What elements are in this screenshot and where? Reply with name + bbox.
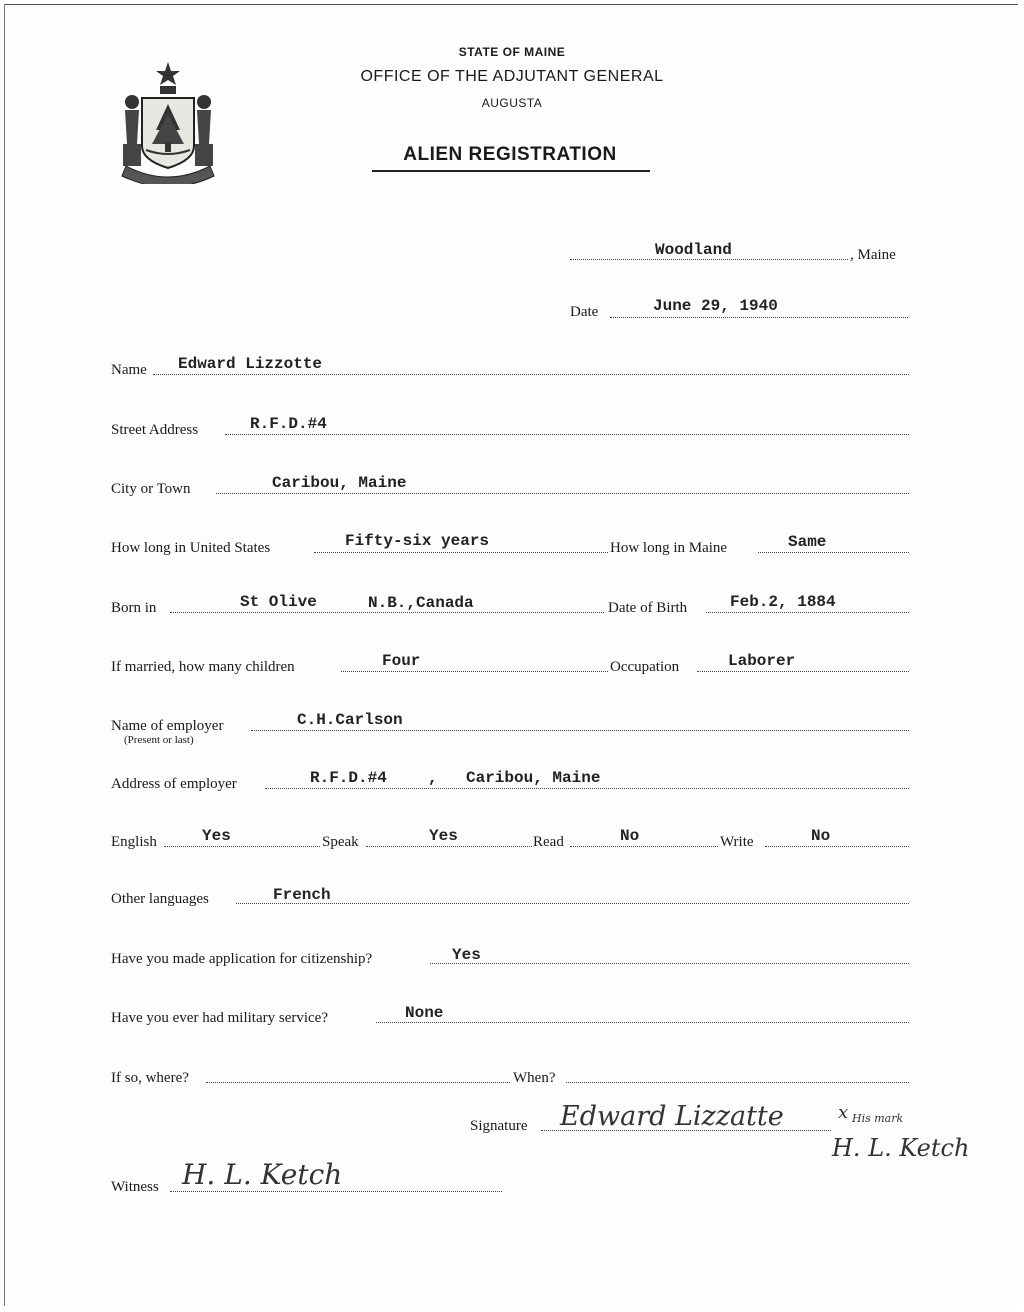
signature-value: Edward Lizzatte (560, 1101, 784, 1132)
dob-value: Feb.2, 1884 (730, 593, 836, 611)
read-value: No (620, 827, 640, 845)
maine-residence-label: How long in Maine (610, 540, 728, 556)
page-title: ALIEN REGISTRATION (403, 144, 617, 165)
when-label: When? (513, 1070, 556, 1086)
occupation-value: Laborer (728, 652, 796, 670)
form-sheet (4, 4, 1018, 1306)
employer-address-rfd: R.F.D.#4 (310, 769, 387, 787)
other-languages-label: Other languages (111, 891, 209, 907)
english-label: English (111, 834, 157, 850)
us-residence-value: Fifty-six years (345, 532, 490, 550)
speak-value: Yes (429, 827, 458, 845)
english-value: Yes (202, 827, 231, 845)
speak-label: Speak (322, 834, 359, 850)
employer-address-sep: , (428, 769, 438, 787)
employer-label: Name of employer (111, 718, 224, 734)
military-label: Have you ever had military service? (111, 1010, 328, 1026)
employer-address-city: Caribou, Maine (466, 769, 601, 787)
signature-mark: x (838, 1102, 849, 1123)
military-value: None (405, 1004, 444, 1022)
born-in-label: Born in (111, 600, 157, 616)
signature-mark-note: His mark (852, 1112, 904, 1125)
where-label: If so, where? (111, 1070, 189, 1086)
employer-sublabel: (Present or last) (124, 734, 194, 746)
employer-value: C.H.Carlson (297, 711, 403, 729)
witness-value: H. L. Ketch (182, 1158, 343, 1191)
city-label: City or Town (111, 481, 191, 497)
maine-residence-value: Same (788, 533, 827, 551)
dob-label: Date of Birth (608, 600, 688, 616)
read-label: Read (533, 834, 564, 850)
birthplace-town-value: St Olive (240, 593, 317, 611)
children-label: If married, how many children (111, 659, 295, 675)
place-suffix: , Maine (850, 247, 896, 263)
us-residence-label: How long in United States (111, 540, 271, 556)
date-value: June 29, 1940 (653, 297, 778, 315)
signature-label: Signature (470, 1118, 528, 1134)
other-languages-value: French (273, 886, 331, 904)
occupation-label: Occupation (610, 659, 680, 675)
name-value: Edward Lizzotte (178, 355, 323, 373)
place-value: Woodland (655, 241, 732, 259)
birthplace-province-value: N.B.,Canada (368, 594, 474, 612)
street-address-value: R.F.D.#4 (250, 415, 327, 433)
date-label: Date (570, 304, 599, 320)
write-value: No (811, 827, 831, 845)
children-value: Four (382, 652, 421, 670)
write-label: Write (720, 834, 754, 850)
employer-address-label: Address of employer (111, 776, 237, 792)
office-heading: OFFICE OF THE ADJUTANT GENERAL (360, 68, 664, 85)
citizenship-label: Have you made application for citizenship? (111, 951, 373, 967)
street-address-label: Street Address (111, 422, 199, 438)
title-underline (372, 170, 650, 172)
witness-label: Witness (111, 1179, 159, 1195)
maine-state-seal-icon (112, 58, 224, 184)
city-value: Caribou, Maine (272, 474, 407, 492)
citizenship-value: Yes (452, 946, 481, 964)
state-heading: STATE OF MAINE (458, 45, 566, 59)
signature-attest: H. L. Ketch (832, 1134, 970, 1162)
city-heading: AUGUSTA (481, 96, 543, 110)
name-label: Name (111, 362, 147, 378)
